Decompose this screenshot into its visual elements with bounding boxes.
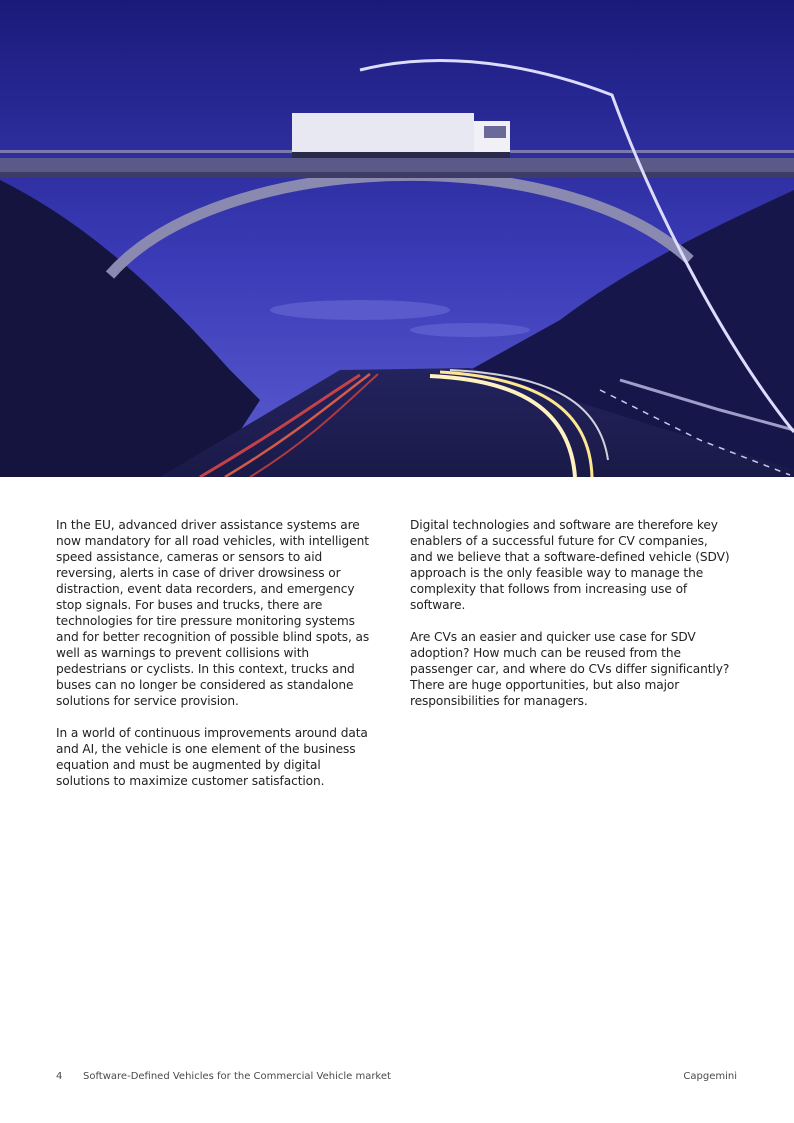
document-title: Software-Defined Vehicles for the Commercial Vehicle market bbox=[83, 1071, 391, 1082]
body-column-left bbox=[56, 517, 376, 805]
paragraph: In the EU, advanced driver assistance systems are now mandatory for all road vehicles, with intelligent speed assistance, cameras or sensors to aid reversing, alerts in case of driver drowsiness or distraction, event data recorders, and emergency stop signals. For buses and trucks, there are technologies for tire pressure monitoring systems and for better recognition of possible blind spots, as well as warnings to prevent collisions with pedestrians or cyclists. In this context, trucks and buses can no longer be considered as standalone solutions for service provision. bbox=[56, 518, 370, 708]
highway-bridge-photo bbox=[0, 0, 794, 477]
hero-image bbox=[0, 0, 794, 477]
paragraph: In a world of continuous improvements around data and AI, the vehicle is one element of the business equation and must be augmented by digital solutions to maximize customer satisfaction. bbox=[56, 726, 368, 788]
paragraph: Are CVs an easier and quicker use case for SDV adoption? How much can be reused from the passenger car, and where do CVs differ significantly? There are huge opportunities, but also major responsibilities for managers. bbox=[410, 630, 730, 708]
page-footer bbox=[0, 1071, 794, 1087]
paragraph: Digital technologies and software are therefore key enablers of a successful future for CV companies, and we believe that a software-defined vehicle (SDV) approach is the only feasible way to manage the complexity that follows from increasing use of software. bbox=[410, 518, 730, 612]
page-number: 4 bbox=[56, 1071, 63, 1082]
brand-name: Capgemini bbox=[683, 1071, 737, 1082]
body-column-right bbox=[410, 517, 730, 725]
